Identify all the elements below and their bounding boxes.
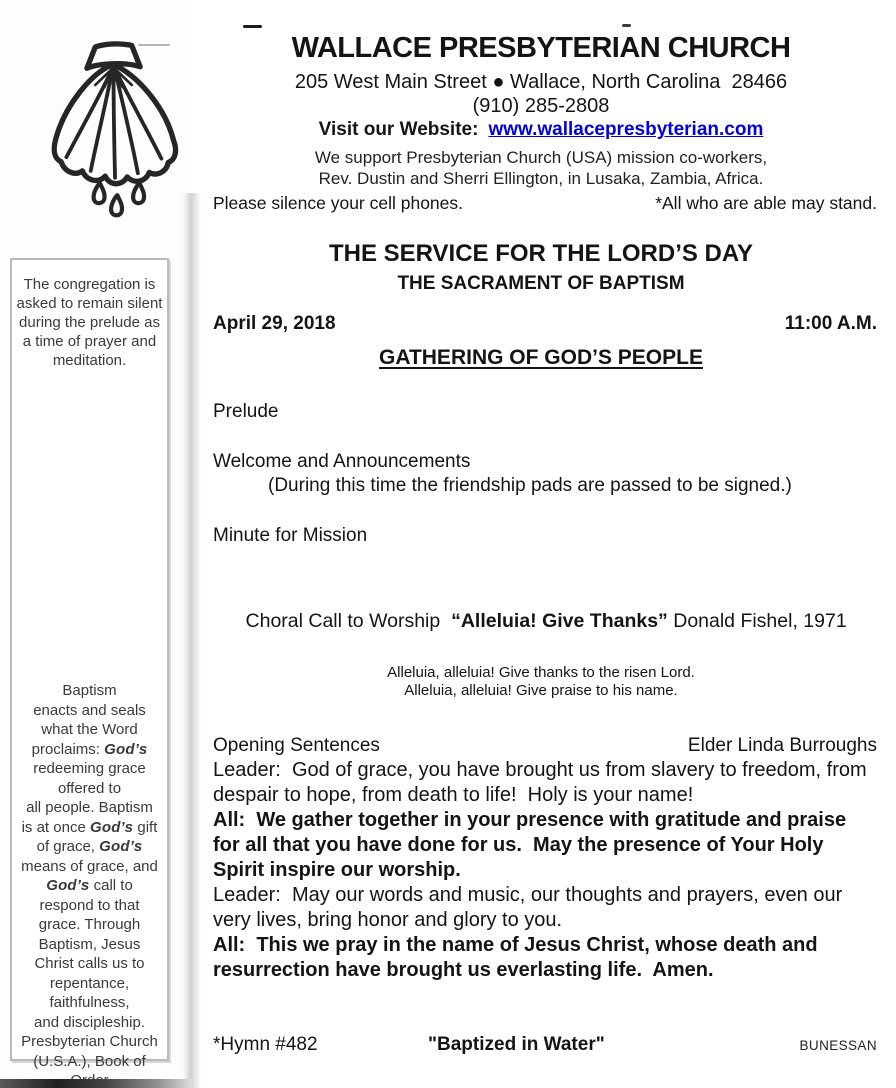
choral-refrain-line: Alleluia, alleluia! Give praise to his name. [404,682,678,699]
website-label: Visit our Website: [318,119,479,140]
etiquette-row [213,192,877,214]
welcome-item: Welcome and Announcements [213,451,471,472]
church-address: 205 West Main Street ● Wallace, North Carolina 28466 [294,71,788,93]
date-time-row [213,312,877,336]
responsive-reading-line: All: We gather together in your presence with gratitude and praise for all that you have done for us. May the presence of Your Holy Spirit inspire our worship. [213,809,852,881]
service-title: THE SERVICE FOR THE LORD’S DAY [328,240,754,267]
baptism-quote-line: redeeming grace [33,760,146,777]
baptism-quote-line: Baptism [62,682,117,699]
mission-statement [205,147,877,189]
service-subtitle: THE SACRAMENT OF BAPTISM [397,273,685,294]
hymn-title: "Baptized in Water" [428,1034,605,1055]
choral-call-attribution: Donald Fishel, 1971 [667,610,847,632]
silence-note: Please silence your cell phones. [213,193,464,213]
church-name: WALLACE PRESBYTERIAN CHURCH [291,32,791,64]
website-link[interactable]: www.wallacepresbyterian.com [488,119,764,140]
baptism-quote-line: respond to that [39,896,140,914]
stand-note: *All who are able may stand. [655,193,877,213]
opening-sentences-label: Opening Sentences [213,735,380,756]
margin-notes-box [10,258,169,1070]
baptism-quote-line: (U.S.A.), Book of [33,1052,146,1070]
baptism-quote-line: God’s call to [46,877,133,894]
responsive-reading-line: Leader: God of grace, you have brought us from slavery to freedom, from despair to hope, from death to life! Holy is your name! [213,759,873,806]
scan-artifact [138,44,170,46]
responsive-reading-line: All: This we pray in the name of Jesus Christ, whose death and resurrection have brought us everlasting life. Amen. [213,934,824,981]
baptism-quote-line: is at once God’s gift [21,818,158,836]
choral-call-title: “Alleluia! Give Thanks” [451,610,668,632]
hymn-tune-name: BUNESSAN [799,1038,877,1053]
minute-for-mission-item: Minute for Mission [213,525,368,546]
baptism-quote [13,681,166,1088]
baptism-quote-line: Christ calls us to [34,955,145,972]
responsive-reading-line: Leader: May our words and music, our thoughts and prayers, even our very lives, bring honor and glory to you. [213,884,848,931]
baptism-shell-icon [36,26,188,226]
mission-line: Rev. Dustin and Sherri Ellington, in Lusaka, Zambia, Africa. [318,169,764,188]
baptism-quote-line: faithfulness, [49,994,130,1011]
friendship-pads-note: (During this time the friendship pads are passed to be signed.) [268,475,792,496]
service-date: April 29, 2018 [213,313,336,334]
choral-call-item [213,582,877,660]
baptism-quote-line: proclaims: God’s [31,740,148,758]
baptism-quote-line: Presbyterian Church [21,1033,158,1050]
baptism-quote-line: and discipleship. [34,1013,145,1031]
main-content [205,0,877,1058]
hymn-number: *Hymn #482 [213,1034,318,1055]
service-time: 11:00 A.M. [784,313,877,334]
baptism-quote-line: grace. Through [38,916,141,933]
choral-refrain-line: Alleluia, alleluia! Give thanks to the risen Lord. [387,664,695,681]
opening-leader-name: Elder Linda Burroughs [687,735,877,756]
responsive-reading [213,758,877,983]
scan-fold-shadow [183,193,201,1088]
mission-line: We support Presbyterian Church (USA) mission co-workers, [314,148,768,167]
choral-call-label: Choral Call to Worship [245,610,452,632]
baptism-quote-line: offered to [57,779,122,797]
section-heading-gathering: GATHERING OF GOD’S PEOPLE [379,346,703,369]
baptism-quote-line: all people. Baptism [26,799,153,816]
baptism-quote-line: Baptism, Jesus [38,935,141,953]
left-column [0,0,192,1088]
prelude-item: Prelude [213,401,279,422]
baptism-quote-line: enacts and seals [33,701,146,719]
baptism-quote-line: of grace, God’s [36,838,143,855]
baptism-quote-line: repentance, [49,974,130,992]
baptism-quote-line: means of grace, and [21,857,158,875]
hymn-row [213,1033,877,1058]
opening-sentences-row [213,734,877,758]
prelude-silence-note: The congregation is asked to remain silent during the prelude as a time of prayer and meditation. [16,276,167,369]
website-row [205,118,877,142]
church-phone: (910) 285-2808 [472,95,610,117]
scan-edge-bar [0,1079,192,1088]
baptism-quote-line: what the Word [41,721,138,738]
